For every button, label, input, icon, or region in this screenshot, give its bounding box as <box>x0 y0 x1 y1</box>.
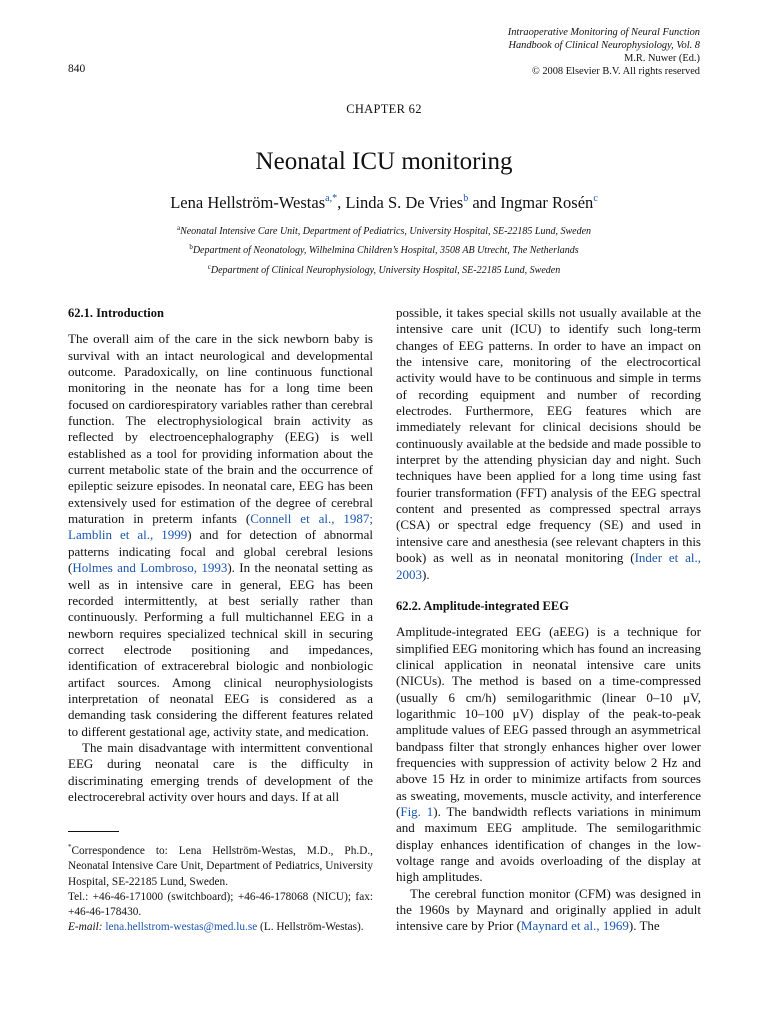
citation-link[interactable]: Inder et al., 2003 <box>396 550 701 582</box>
paragraph-text: ) and for detection of abnormal patterns indicating focal and global cerebral lesions ( <box>68 527 374 576</box>
affiliation <box>0 263 768 276</box>
affiliation-marker: c <box>207 263 211 271</box>
citation-link[interactable]: Holmes and Lombroso, 1993 <box>72 560 228 576</box>
affiliation <box>0 243 768 256</box>
paragraph-text: The cerebral function monitor (CFM) was designed in the 1960s by Maynard and originally applied in adult intensive care by Prior ( <box>396 885 701 934</box>
left-column <box>68 305 373 805</box>
section-heading: 62.1. Introduction <box>68 306 164 320</box>
running-header <box>508 26 700 78</box>
footnote-marker: * <box>68 843 72 851</box>
author-name: Ingmar Rosén <box>500 193 594 212</box>
footnote-rule <box>68 831 119 832</box>
author-list <box>0 193 768 213</box>
chapter-label: CHAPTER 62 <box>346 102 422 116</box>
paragraph-text: ). The bandwidth reflects variations in minimum and maximum EEG amplitude. The semilogarithmic display enhances identification of changes in the low-voltage range and avoids overloading of the display at high amplitudes. <box>396 803 702 885</box>
citation-link[interactable]: Maynard et al., 1969 <box>520 918 629 934</box>
affiliation-text: Neonatal Intensive Care Unit, Department of Pediatrics, University Hospital, SE-22185 Lund, Sweden <box>180 226 592 237</box>
author-separator: and <box>468 193 501 212</box>
footnote-text: Correspondence to: Lena Hellström-Westas, M.D., Ph.D., Neonatal Intensive Care Unit, Department of Pediatrics, University Hospital, SE-22185 Lund, Sweden. <box>68 845 373 888</box>
author-affil-link[interactable]: b <box>463 193 469 204</box>
citation-link[interactable]: Connell et al., 1987; Lamblin et al., 1999 <box>68 511 373 543</box>
paragraph <box>68 331 373 740</box>
author-affil-link[interactable]: a,* <box>325 193 338 204</box>
affiliation-marker: a <box>176 224 181 232</box>
paragraph-text: Amplitude-integrated EEG (aEEG) is a technique for simplified EEG monitoring which has found an increasing clinical application in neonatal intensive care units (NICUs). The method is based on a time-compressed (usually 6 cm/h) semilogarithmic (linear 0–10 μV, logarithmic 10–100 μV) display of the peak-to-peak amplitude values of EEG passed through an asymmetrical bandpass filter that strongly enhances higher over lower frequencies with suppression of activity below 2 Hz and above 15 Hz in order to minimize artifacts from sources as sweating, movements, muscle activity, and interference ( <box>396 624 701 819</box>
handbook-title <box>508 39 700 52</box>
paragraph <box>396 624 701 886</box>
paragraph-text: ). The <box>628 918 660 934</box>
right-column <box>396 305 701 935</box>
author-name: Lena Hellström-Westas <box>170 193 326 212</box>
paragraph-text: ). <box>422 566 430 582</box>
series-title: Intraoperative Monitoring of Neural Function <box>507 27 700 38</box>
author-name: Linda S. De Vries <box>345 193 464 212</box>
footnote-text: (L. Hellström-Westas). <box>257 921 364 934</box>
affiliation-text: Department of Neonatology, Wilhelmina Children’s Hospital, 3508 AB Utrecht, The Netherlands <box>192 245 579 256</box>
affiliation-marker: b <box>189 243 193 251</box>
affiliation-text: Department of Clinical Neurophysiology, University Hospital, SE-22185 Lund, Sweden <box>210 265 561 276</box>
paragraph <box>396 886 701 935</box>
section-heading: 62.2. Amplitude-integrated EEG <box>396 598 569 613</box>
paragraph-text: ). In the neonatal setting as well as in intensive care in general, EEG has been recorded intermittently, at best serially rather than continuously. Performing a full multichannel EEG in a newborn requires specialized technical skill in securing correct electrode positioning and impedances, identification of extracerebral biologic and nonbiologic artifact sources. Among clinical neurophysiologists interpretation of neonatal EEG is considered as a demanding task considering the different features related to different gestational age, activity state, and medication. <box>68 560 373 739</box>
email-link[interactable]: lena.hellstrom-westas@med.lu.se <box>105 921 258 934</box>
footnote <box>68 840 373 936</box>
email-label: E-mail: <box>68 921 103 934</box>
page-number: 840 <box>68 63 86 75</box>
handbook-name: Handbook of Clinical Neurophysiology, Vol. 8 <box>508 40 700 51</box>
page-title: Neonatal ICU monitoring <box>255 148 513 175</box>
paragraph: The main disadvantage with intermittent conventional EEG during neonatal care is the difficulty in discriminating emerging trends of development of the electrocerebral activity over hours and days. If at all <box>68 739 373 804</box>
editor-line: M.R. Nuwer (Ed.) <box>624 53 700 64</box>
paragraph-text: possible, it takes special skills not usually available at the intensive care unit (ICU) to identify such long-term changes of EEG patterns. In order to have an impact on the intensive care, monitoring of the electrocortical activity would have to be continuous and simple in terms of recording equipment and number of recording electrodes. Furthermore, EEG features which are immediately relevant for clinical decisions should be continuously available at the bedside and made possible to interpret by the attending physician day and night. Such techniques have been applied for a long time using fast fourier transformation (FFT) analysis of the EEG spectral content and presented as compressed spectral arrays (CSA) or spectral edge frequency (SE) and used in intensive care and anesthesia (see relevant chapters in this book) as well as in neonatal monitoring ( <box>396 305 701 566</box>
affiliation <box>0 224 768 237</box>
author-affil-link[interactable]: c <box>593 193 598 204</box>
copyright-line: © 2008 Elsevier B.V. All rights reserved <box>531 66 700 77</box>
figure-link[interactable]: Fig. 1 <box>400 803 434 819</box>
author-separator: , <box>337 193 346 212</box>
footnote-text: Tel.: +46-46-171000 (switchboard); +46-46-178068 (NICU); fax: +46-46-178430. <box>68 890 373 919</box>
paragraph <box>396 305 701 583</box>
paragraph-text: The overall aim of the care in the sick newborn baby is survival with an intact neurological and developmental outcome. Paradoxically, on line continuous functional monitoring in the neonate has for a long time been focused on cardiorespiratory variables rather than cerebral function. The electrophysiological brain activity as reflected by electroencephalography (EEG) is well established as a tool for providing information about the current metabolic state of the brain and the occurrence of epileptic seizure episodes. In neonatal care, EEG has been extensively used for estimation of the degree of cerebral maturation in preterm infants ( <box>68 331 373 527</box>
